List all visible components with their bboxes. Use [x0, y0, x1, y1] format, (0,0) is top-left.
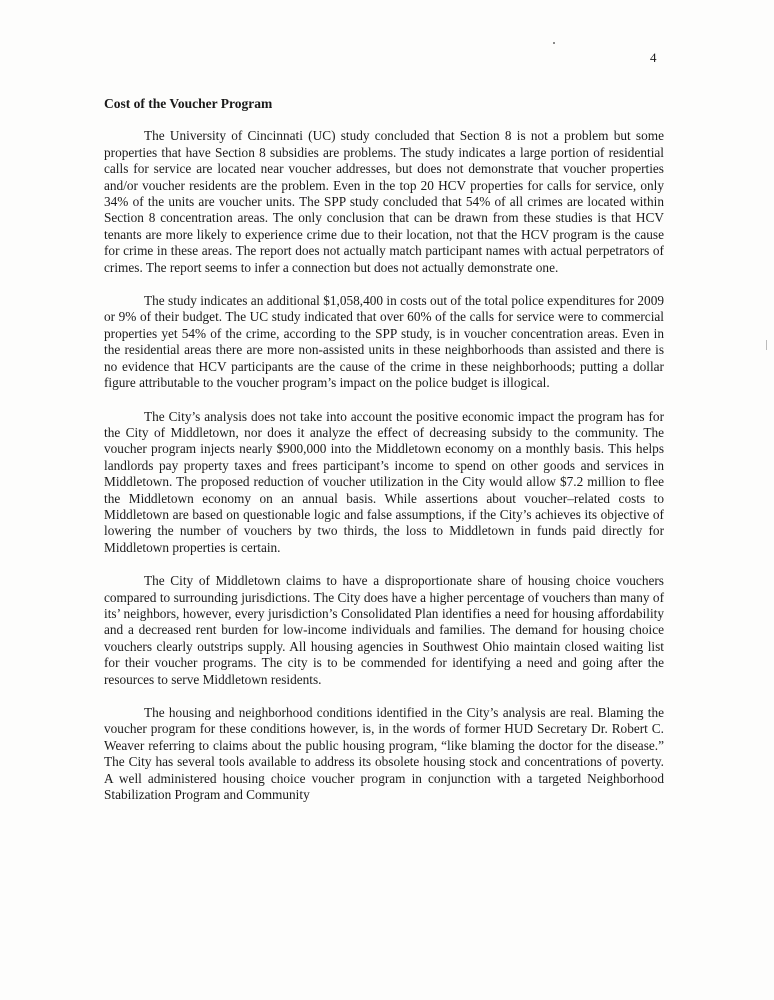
page-number: 4	[650, 50, 657, 65]
paragraph-economic-impact: The City’s analysis does not take into account the positive economic impact the program has for the City of Middletown, nor does it analyze the effect of decreasing subsidy to the community. The voucher program injects nearly $900,000 into the Middletown economy on a monthly basis. This helps landlords pay property taxes and frees participant’s income to spend on other goods and services in Middletown. The proposed reduction of voucher utilization in the City would allow $7.2 million to flee the Middletown economy on an annual basis. While assertions about voucher–related costs to Middletown are based on questionable logic and false assumptions, if the City’s achieves its objective of lowering the number of vouchers by two thirds, the loss to Middletown in funds paid directly for Middletown properties is certain.	[104, 408, 664, 555]
paragraph-uc-study: The University of Cincinnati (UC) study concluded that Section 8 is not a problem but some properties that have Section 8 subsidies are problems. The study indicates a large portion of residential calls for service are located near voucher addresses, but does not demonstrate that voucher properties and/or voucher residents are the problem. Even in the top 20 HCV properties for calls for service, only 34% of the units are voucher units. The SPP study concluded that 54% of all crimes are located within Section 8 concentration areas. The only conclusion that can be drawn from these studies is that HCV tenants are more likely to experience crime due to their location, not that the HCV program is the cause for crime in these areas. The report does not actually match participant names with actual perpetrators of crimes. The report seems to infer a connection but does not actually demonstrate one.	[104, 128, 664, 275]
scan-edge-mark	[766, 340, 767, 350]
section-heading: Cost of the Voucher Program	[104, 96, 273, 111]
scan-speck	[553, 42, 555, 44]
document-body	[104, 96, 664, 820]
paragraph-neighborhood-conditions: The housing and neighborhood conditions identified in the City’s analysis are real. Blaming the voucher program for these conditions however, is, in the words of former HUD Secretary Dr. Robert C. Weaver referring to claims about the public housing program, “like blaming the doctor for the disease.” The City has several tools available to address its obsolete housing stock and concentrations of poverty. A well administered housing choice voucher program in conjunction with a targeted Neighborhood Stabilization Program and Community	[104, 705, 664, 803]
paragraph-police-costs: The study indicates an additional $1,058,400 in costs out of the total police expenditures for 2009 or 9% of their budget. The UC study indicated that over 60% of the calls for service were to commercial properties yet 54% of the crime, according to the SPP study, is in voucher concentration areas. Even in the residential areas there are more non-assisted units in these neighborhoods than assisted and there is no evidence that HCV participants are the cause of the crime in these neighborhoods; putting a dollar figure attributable to the voucher program’s impact on the police budget is illogical.	[104, 293, 664, 391]
paragraph-disproportionate-share: The City of Middletown claims to have a disproportionate share of housing choice vouchers compared to surrounding jurisdictions. The City does have a higher percentage of vouchers than many of its’ neighbors, however, every jurisdiction’s Consolidated Plan identifies a need for housing affordability and a decreased rent burden for low-income individuals and families. The demand for housing choice vouchers clearly outstrips supply. All housing agencies in Southwest Ohio maintain closed waiting list for their voucher programs. The city is to be commended for identifying a need and going after the resources to serve Middletown residents.	[104, 573, 664, 687]
